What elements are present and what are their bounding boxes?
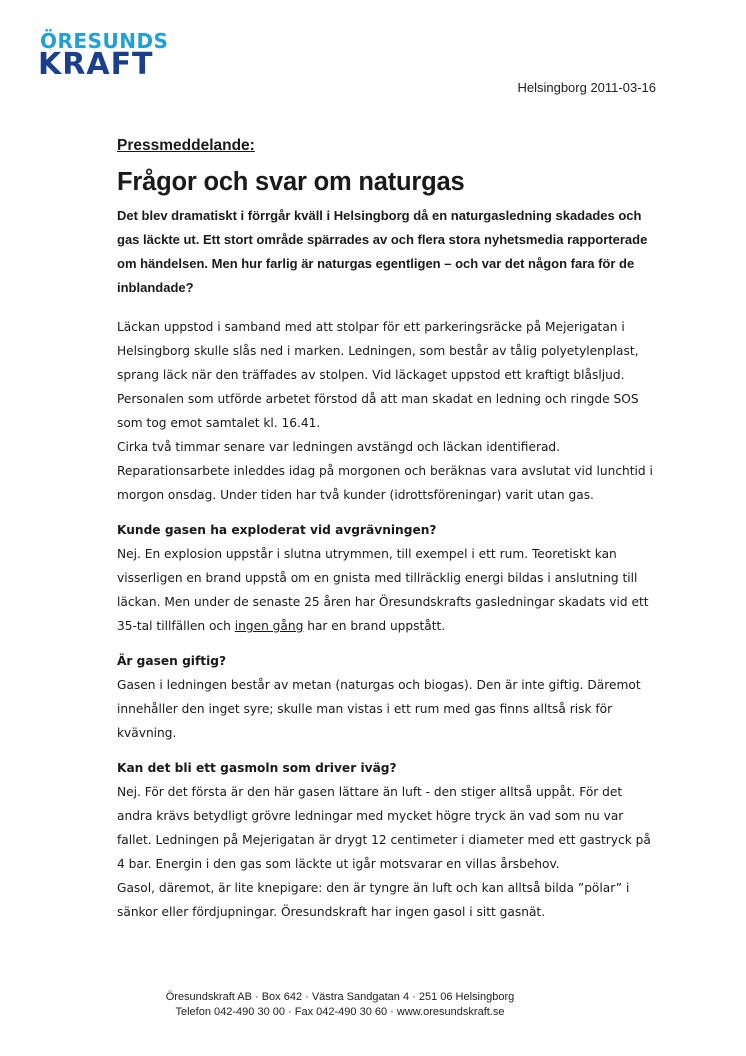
qa-block-toxicity bbox=[117, 649, 657, 745]
dateline: Helsingborg 2011-03-16 bbox=[517, 80, 656, 95]
question-heading: Kunde gasen ha exploderat vid avgrävningen? bbox=[117, 523, 437, 537]
intro-paragraph-1: Läckan uppstod i samband med att stolpar för ett parkeringsräcke på Mejerigatan i Helsingborg skulle slås ned i marken. Ledningen, som består av tålig polyetylenplast, sprang läck när den träffades av stolpen. Vid läckaget uppstod ett kraftigt blåsljud. Personalen som utförde arbetet förstod då att man skadat en ledning och ringde SOS som tog emot samtalet kl. 16.41. bbox=[117, 320, 639, 430]
footer-contact: Telefon 042-490 30 00 · Fax 042-490 30 60 · www.oresundskraft.se bbox=[175, 1006, 505, 1018]
intro-paragraph-2: Cirka två timmar senare var ledningen avstängd och läckan identifierad. Reparationsarbete inleddes idag på morgonen och beräknas vara avslutat vid lunchtid i morgon onsdag. Under tiden har två kunder (idrottsföreningar) varit utan gas. bbox=[117, 440, 653, 502]
oresundskraft-logo bbox=[38, 30, 168, 82]
question-heading: Är gasen giftig? bbox=[117, 654, 227, 668]
underlined-emphasis: ingen gång bbox=[234, 619, 304, 633]
footer-address: Öresundskraft AB · Box 642 · Västra Sandgatan 4 · 251 06 Helsingborg bbox=[165, 991, 515, 1003]
intro-section bbox=[117, 315, 657, 507]
answer-paragraph: Gasen i ledningen består av metan (naturgas och biogas). Den är inte giftig. Däremot innehåller den inget syre; skulle man vistas i ett rum med gas finns alltså risk för kvävning. bbox=[117, 678, 641, 740]
page-footer bbox=[0, 990, 680, 1020]
qa-block-gas-cloud bbox=[117, 756, 657, 924]
lead-paragraph: Det blev dramatiskt i förrgår kväll i Helsingborg då en naturgasledning skadades och gas läckte ut. Ett stort område spärrades av och flera stora nyhetsmedia rapporterade om händelsen. Men hur farlig är naturgas egentligen – och var det någon fara för de inblandade? bbox=[117, 208, 648, 295]
qa-block-explosion bbox=[117, 518, 657, 638]
answer-paragraph: Nej. För det första är den här gasen lättare än luft - den stiger alltså uppåt. För det andra krävs betydligt grövre ledningar med mycket högre tryck än vad som nu var fallet. Ledningen på Mejerigatan är drygt 12 centimeter i diameter med ett gastryck på 4 bar. Energin i den gas som läckte ut igår motsvarar en villas årsbehov. bbox=[117, 785, 651, 871]
logo-text-top: ÖRESUNDS bbox=[40, 29, 169, 53]
logo-text-bottom: KRAFT bbox=[38, 47, 154, 82]
question-heading: Kan det bli ett gasmoln som driver iväg? bbox=[117, 761, 397, 775]
answer-text: Nej. En explosion uppstår i slutna utrymmen, till exempel i ett rum. Teoretiskt kan visserligen en brand uppstå om en gnista med tillräcklig energi bildas i anslutning till läckan. Men under de senaste 25 åren har Öresundskrafts gasledningar skadats vid ett 35-tal tillfällen och bbox=[117, 547, 649, 633]
document-content bbox=[117, 137, 657, 924]
answer-paragraph-2: Gasol, däremot, är lite knepigare: den är tyngre än luft och kan alltså bilda ”pölar” i sänkor eller fördjupningar. Öresundskraft har ingen gasol i sitt gasnät. bbox=[117, 881, 630, 919]
press-release-label: Pressmeddelande: bbox=[117, 137, 255, 154]
answer-paragraph bbox=[117, 542, 657, 638]
document-title: Frågor och svar om naturgas bbox=[117, 168, 465, 196]
answer-text-end: har en brand uppstått. bbox=[303, 619, 446, 633]
